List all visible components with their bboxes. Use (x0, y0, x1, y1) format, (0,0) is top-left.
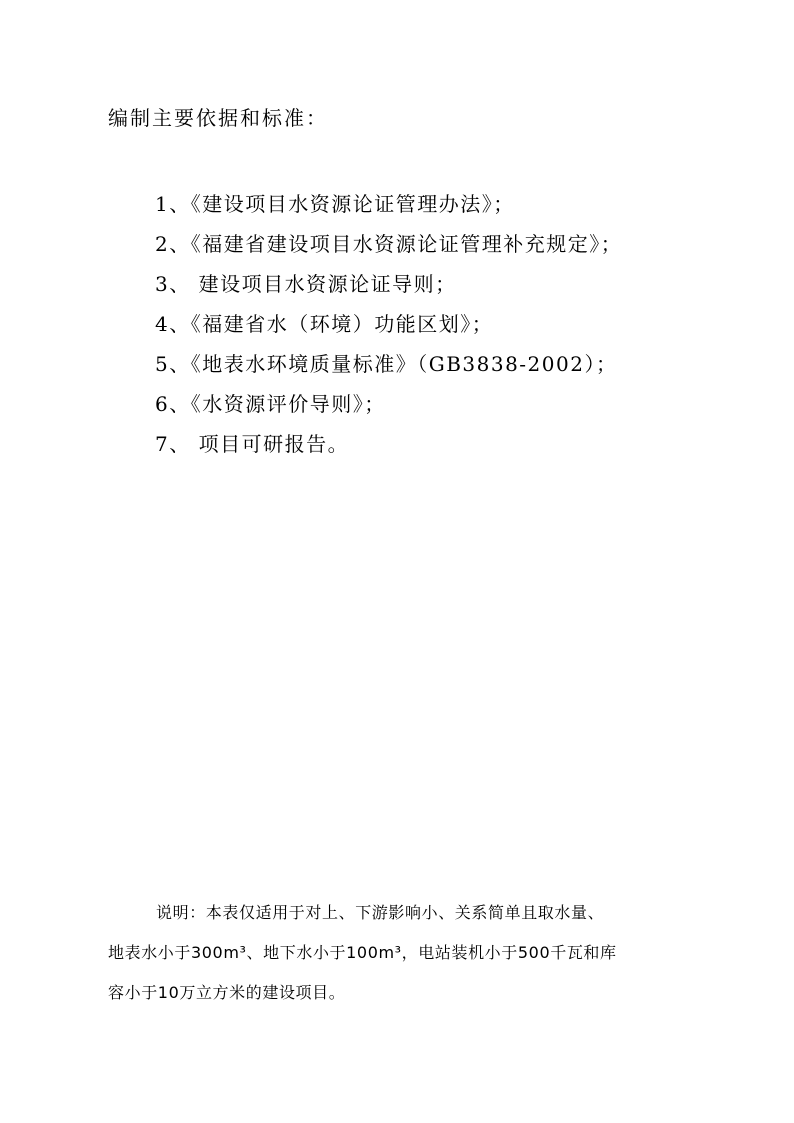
basis-item-2: 2、《福建省建设项目水资源论证管理补充规定》； (155, 232, 623, 256)
basis-item-6: 6、《水资源评价导则》； (155, 392, 386, 416)
basis-item-7: 7、 项目可研报告。 (155, 432, 350, 456)
basis-item-5: 5、《地表水环境质量标准》（GB3838-2002）； (155, 352, 618, 376)
basis-item-4: 4、《福建省水（环境）功能区划》； (155, 312, 494, 336)
page-heading: 编制主要依据和标准： (108, 106, 328, 130)
basis-item-1: 1、《建设项目水资源论证管理办法》； (155, 192, 515, 216)
note-line-2: 地表水小于300m³、地下水小于100m³，电站装机小于500千瓦和库 (108, 943, 617, 962)
basis-item-3: 3、 建设项目水资源论证导则； (155, 272, 457, 296)
note-line-1: 说明：本表仅适用于对上、下游影响小、关系简单且取水量、 (156, 903, 605, 922)
note-line-3: 容小于10万立方米的建设项目。 (108, 983, 346, 1002)
applicability-note (108, 893, 708, 1013)
basis-list (155, 184, 622, 464)
